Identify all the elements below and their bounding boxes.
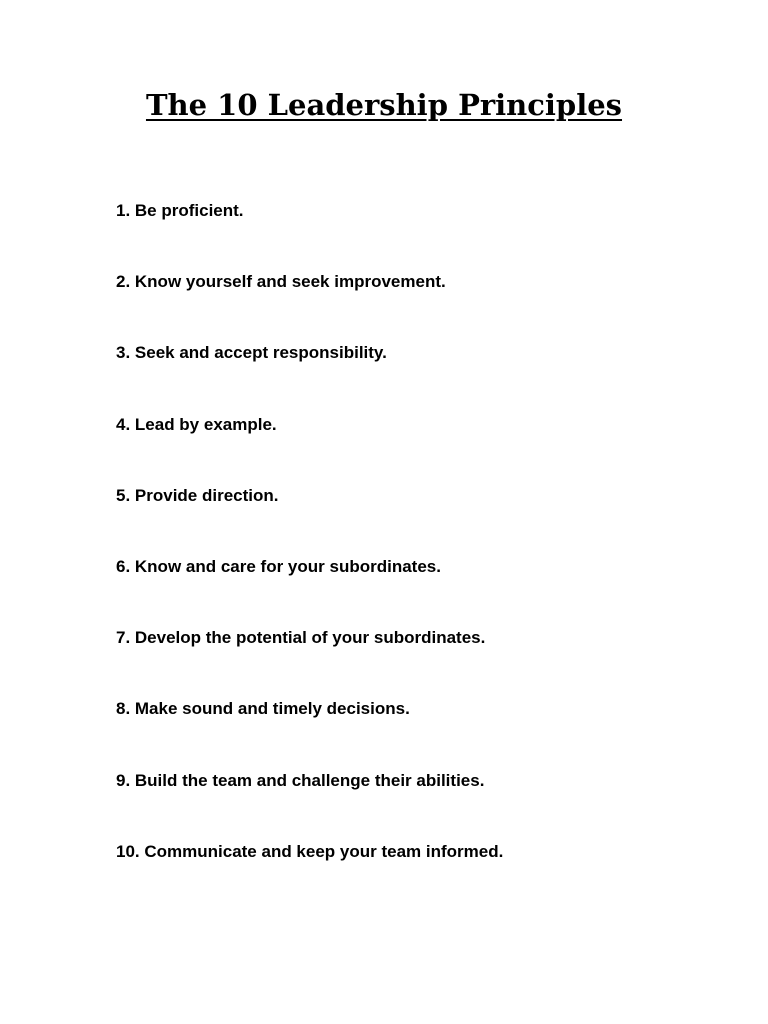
page-title-text: The 10 Leadership Principles — [145, 88, 623, 122]
principle-item-9: 9. Build the team and challenge their abilities. — [116, 770, 485, 790]
principles-list — [116, 197, 503, 909]
principle-item-5: 5. Provide direction. — [116, 485, 279, 505]
principle-item-3: 3. Seek and accept responsibility. — [116, 343, 387, 363]
principle-item-10: 10. Communicate and keep your team informed. — [116, 841, 504, 861]
principle-item-6: 6. Know and care for your subordinates. — [116, 556, 441, 576]
principle-item-8: 8. Make sound and timely decisions. — [116, 699, 410, 719]
principle-item-1: 1. Be proficient. — [116, 201, 244, 220]
page-title — [0, 88, 768, 122]
principle-item-4: 4. Lead by example. — [116, 414, 277, 434]
principle-item-7: 7. Develop the potential of your subordinates. — [116, 628, 486, 648]
principle-item-2: 2. Know yourself and seek improvement. — [116, 272, 446, 292]
